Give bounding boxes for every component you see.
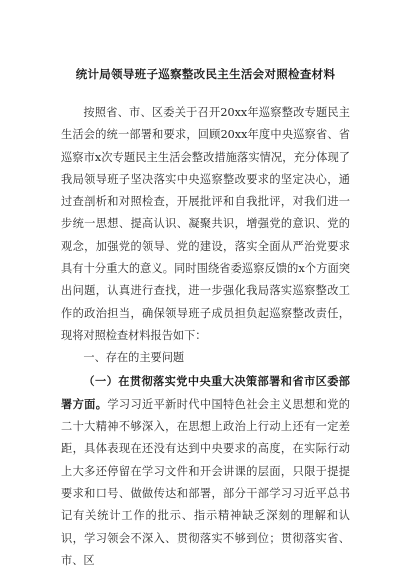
subsection-body: 学习习近平新时代中国特色社会主义思想和党的二十大精神不够深入，在思想上政治上行动上还有一定差距，具体表现在还没有达到中央要求的高度，在实际行动上大多还停留在学习文件和开会讲课的层面，只限于提提要求和口号、做做传达和部署，部分干部学习习近平总书记有关统计工作的批示、指示精神缺乏深刻的理解和认识，学习领会不深入、贯彻落实不够到位；贯彻落实省、市、区 — [61, 397, 350, 567]
intro-paragraph: 按照省、市、区委关于召开20xx年巡察整改专题民主生活会的统一部署和要求，回顾20xx年度中央巡察省、省巡察市x次专题民主生活会整改措施落实情况，充分体现了我局领导班子坚决落实中央巡察整改要求的坚定决心，通过查剖析和对照检查，开展批评和自我批评，对我们进一步统一思想、提高认识、凝聚共识，增强党的意识、党的观念，加强党的领导、党的建设，落实全面从严治党要求具有十分重大的意义。同时围绕省委巡察反馈的x个方面突出问题，认真进行查找，进一步强化我局落实巡察整改工作的政治担当，确保领导班子成员担负起巡察整改责任，现将对照检查材料报告如下： — [61, 106, 350, 342]
subsection-paragraph — [61, 370, 350, 573]
section-heading: 一、存在的主要问题 — [83, 351, 185, 365]
document-title: 统计局领导班子巡察整改民主生活会对照检查材料 — [75, 67, 336, 81]
subsection-heading: （一）在贯彻落实党中央重大决策部署和省市区委部署方面。 — [61, 373, 350, 411]
